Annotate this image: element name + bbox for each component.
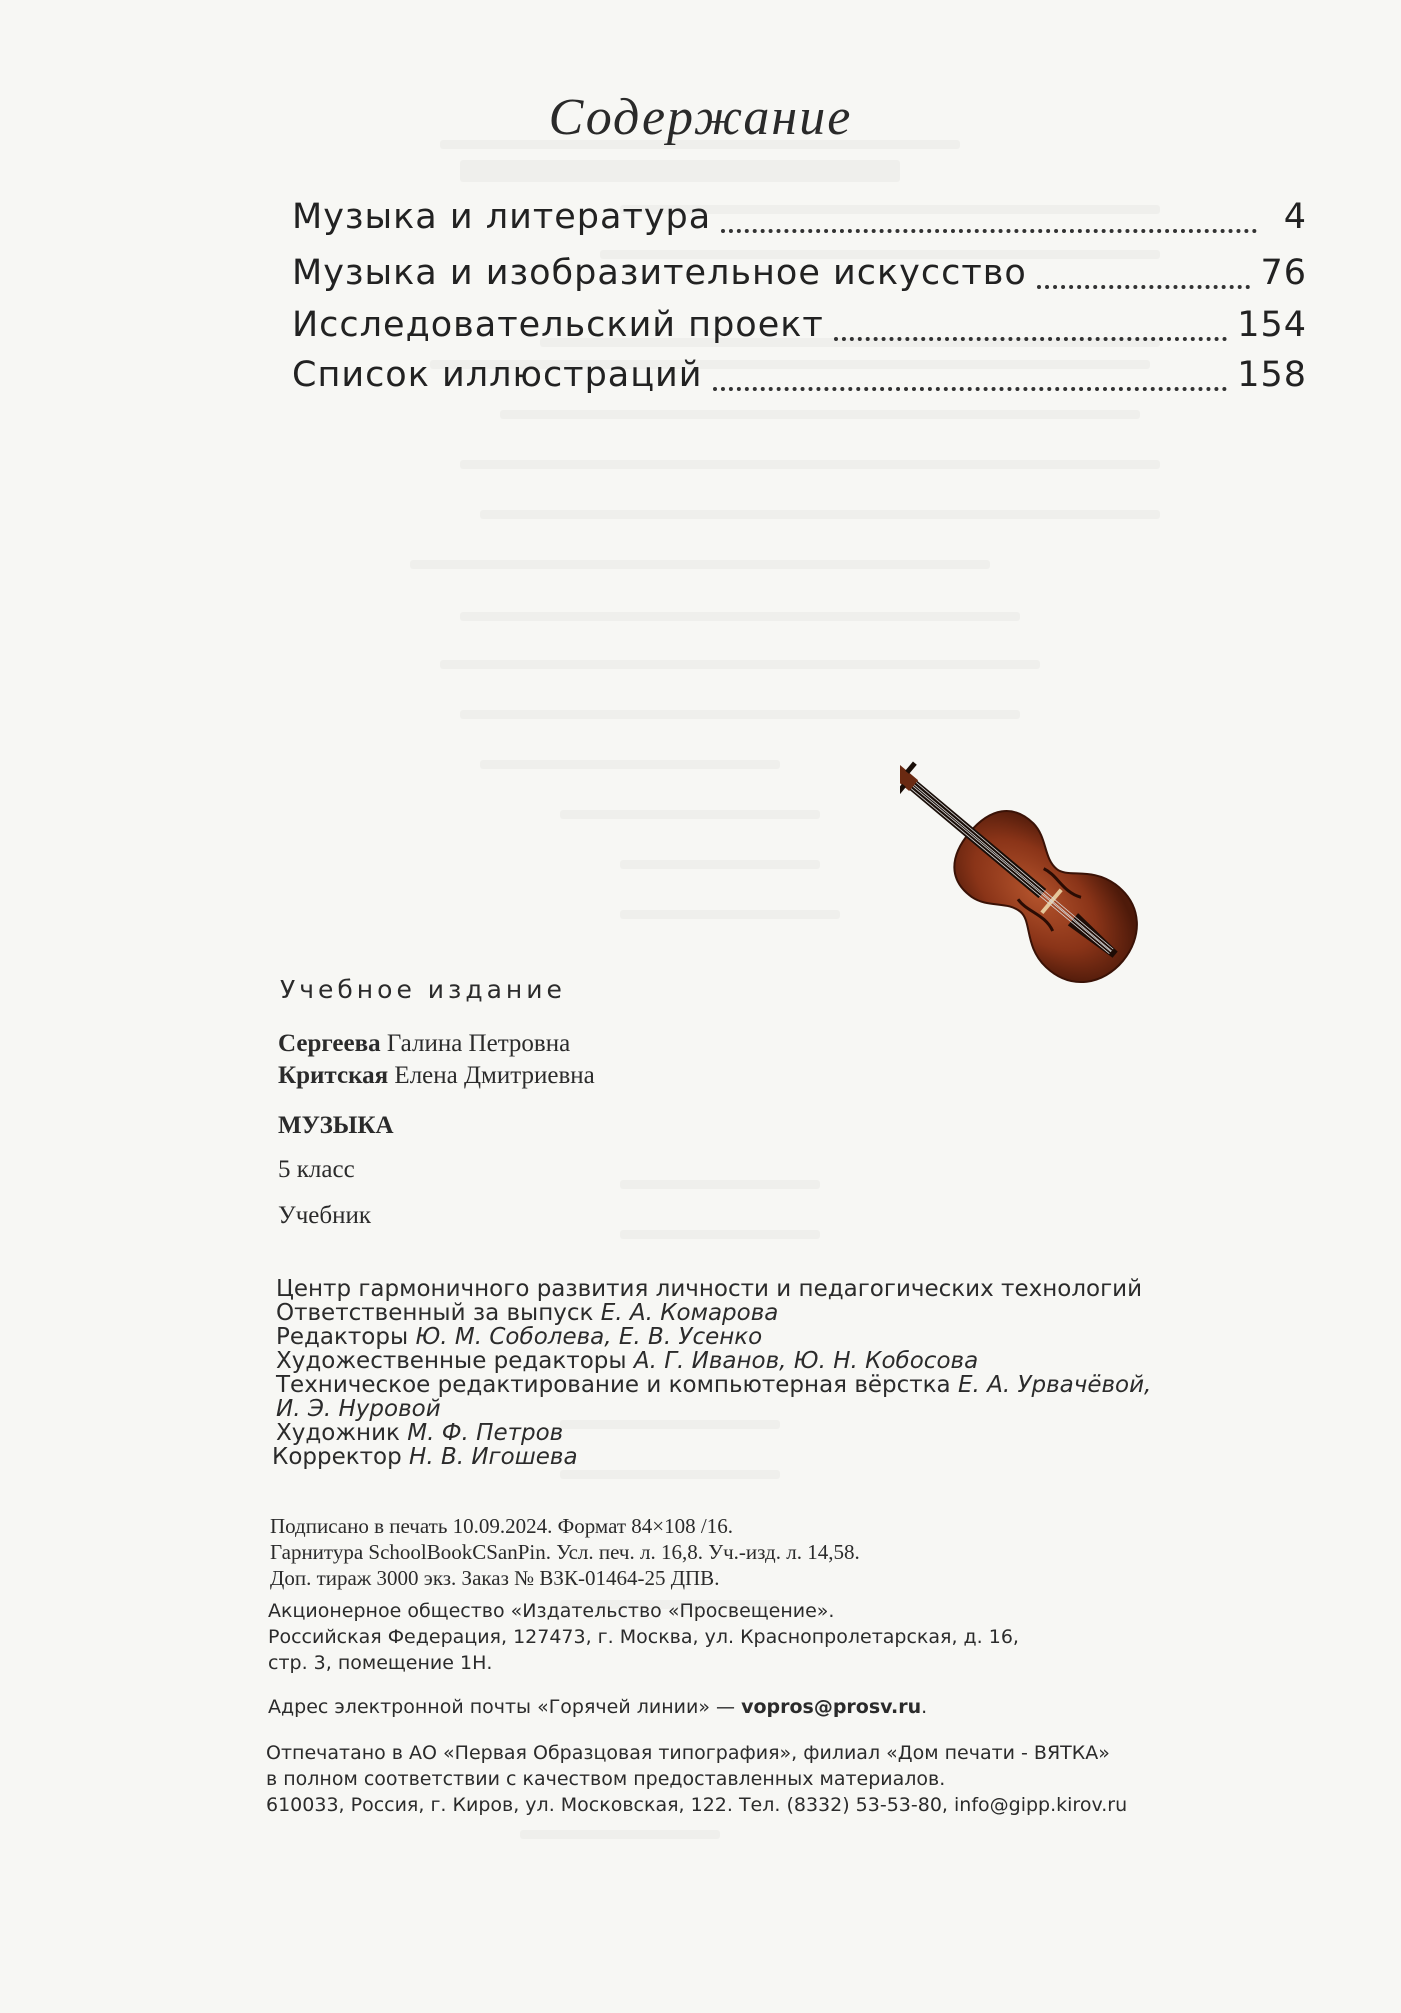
author-line bbox=[278, 1029, 570, 1059]
author-surname: Критская bbox=[278, 1062, 389, 1089]
editors-names: Ю. М. Соболева, Е. В. Усенко bbox=[415, 1324, 763, 1350]
leader-dots bbox=[713, 387, 1228, 391]
hotline-label: Адрес электронной почты «Горячей линии» — bbox=[268, 1696, 736, 1718]
print-details-line: Гарнитура SchoolBookCSanPin. Усл. печ. л. 16,8. Уч.-изд. л. 14,58. bbox=[270, 1540, 860, 1564]
author-given-name: Елена Дмитриевна bbox=[394, 1062, 595, 1089]
artist-label: Художник bbox=[276, 1420, 400, 1446]
publisher-line: Акционерное общество «Издательство «Просвещение». bbox=[268, 1600, 835, 1622]
editors-label: Редакторы bbox=[276, 1324, 409, 1350]
toc-entry[interactable] bbox=[292, 197, 1307, 245]
toc-entry[interactable] bbox=[292, 355, 1307, 403]
toc-entry[interactable] bbox=[292, 253, 1307, 301]
printer-line: 610033, Россия, г. Киров, ул. Московская, 122. Тел. (8332) 53-53-80, info@gipp.kirov.ru bbox=[266, 1794, 1128, 1816]
toc-entry[interactable] bbox=[292, 305, 1307, 353]
toc-entry-page: 154 bbox=[1237, 305, 1307, 345]
toc-entry-page: 158 bbox=[1237, 355, 1307, 395]
corrector-name: Н. В. Игошева bbox=[409, 1444, 578, 1470]
toc-title: Содержание bbox=[548, 89, 853, 146]
book-title: МУЗЫКА bbox=[278, 1112, 394, 1139]
print-details-line: Доп. тираж 3000 экз. Заказ № ВЗК-01464-25 ДПВ. bbox=[270, 1566, 720, 1590]
leader-dots bbox=[834, 337, 1227, 341]
responsible-name: Е. А. Комарова bbox=[600, 1300, 779, 1326]
toc-entry-page: 4 bbox=[1283, 197, 1307, 237]
printer-line: Отпечатано в АО «Первая Образцовая типография», филиал «Дом печати - ВЯТКА» bbox=[266, 1742, 1110, 1764]
violin-icon bbox=[900, 700, 1240, 1040]
responsible-label: Ответственный за выпуск bbox=[276, 1300, 594, 1326]
author-surname: Сергеева bbox=[278, 1030, 381, 1057]
print-details-line: Подписано в печать 10.09.2024. Формат 84×108 /16. bbox=[270, 1514, 733, 1538]
leader-dots bbox=[721, 229, 1257, 233]
leader-dots bbox=[1037, 285, 1251, 289]
hotline-line bbox=[268, 1694, 927, 1720]
toc-entry-page: 76 bbox=[1260, 253, 1307, 293]
author-line bbox=[278, 1061, 595, 1091]
center-name: Центр гармоничного развития личности и педагогических технологий bbox=[276, 1276, 1143, 1302]
publisher-line: стр. 3, помещение 1Н. bbox=[268, 1652, 493, 1674]
printer-line: в полном соответствии с качеством предоставленных материалов. bbox=[266, 1768, 946, 1790]
corrector-label: Корректор bbox=[272, 1444, 402, 1470]
book-kind: Учебник bbox=[278, 1202, 371, 1229]
toc-entry-title: Список иллюстраций bbox=[292, 355, 703, 395]
art-editors-names: А. Г. Иванов, Ю. Н. Кобосова bbox=[633, 1348, 979, 1374]
tech-editing-label: Техническое редактирование и компьютерная вёрстка bbox=[276, 1372, 951, 1398]
toc-entry-title: Музыка и изобразительное искусство bbox=[292, 253, 1027, 293]
tech-editing-name: И. Э. Нуровой bbox=[276, 1396, 441, 1422]
publisher-line: Российская Федерация, 127473, г. Москва, ул. Краснопролетарская, д. 16, bbox=[268, 1626, 1019, 1648]
corrector-line bbox=[272, 1442, 578, 1472]
hotline-email[interactable]: vopros@prosv.ru bbox=[741, 1696, 922, 1718]
author-given-name: Галина Петровна bbox=[386, 1030, 571, 1057]
edition-type: Учебное издание bbox=[280, 975, 566, 1004]
artist-name: М. Ф. Петров bbox=[407, 1420, 564, 1446]
art-editors-label: Художественные редакторы bbox=[276, 1348, 627, 1374]
tech-editing-name: Е. А. Урвачёвой, bbox=[957, 1372, 1152, 1398]
toc-entry-title: Музыка и литература bbox=[292, 197, 712, 237]
toc-entry-title: Исследовательский проект bbox=[292, 305, 824, 345]
grade: 5 класс bbox=[278, 1156, 355, 1183]
hotline-suffix: . bbox=[921, 1696, 928, 1718]
